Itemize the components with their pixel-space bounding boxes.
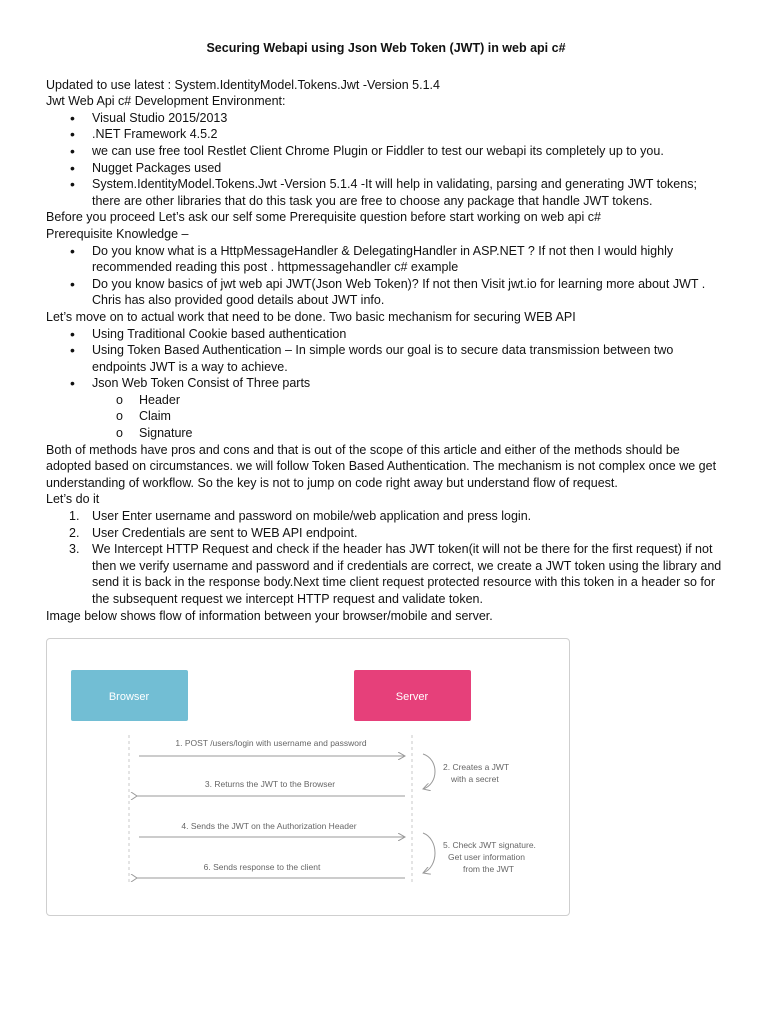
self-loop-arrow-1 [423, 754, 435, 789]
before-proceed: Before you proceed Let’s ask our self some Prerequisite question before start working on web api c# [46, 210, 601, 225]
list-item: o Claim [46, 408, 726, 425]
list-item: o Header [46, 392, 726, 409]
prereq-heading: Prerequisite Knowledge – [46, 226, 189, 241]
self-loop-arrow-2 [423, 833, 435, 873]
message-4-label: 4. Sends the JWT on the Authorization Header [181, 821, 357, 831]
note-2-line-2: Get user information [448, 852, 526, 862]
list-item: • .NET Framework 4.5.2 [46, 126, 726, 143]
message-3-label: 3. Returns the JWT to the Browser [204, 779, 336, 789]
list-item: o Signature [46, 425, 726, 442]
list-item: • Using Traditional Cookie based authentication [46, 326, 726, 343]
list-item: • Do you know what is a HttpMessageHandler & DelegatingHandler in ASP.NET ? If not then I would highly recommended reading this post . httpmessagehandler c# example [46, 243, 726, 276]
list-item: 3. We Intercept HTTP Request and check if the header has JWT token(it will not be there for the first request) if not then we verify username and password and if credentials are correct, we create a JWT token using the library and send it is back in the response body.Next time client request protected resource with this token in a header so for the subsequent request we intercept HTTP request and validate token. [69, 542, 722, 606]
image-caption: Image below shows flow of information between your browser/mobile and server. [46, 608, 493, 623]
note-1-line-1: 2. Creates a JWT [443, 762, 510, 772]
server-label: Server [395, 691, 429, 703]
page-title: Securing Webapi using Json Web Token (JWT) in web api c# [206, 41, 566, 55]
env-list [46, 110, 726, 210]
jwt-parts-list [46, 392, 726, 442]
list-item: 2. User Credentials are sent to WEB API endpoint. [69, 525, 358, 540]
jwt-flow-diagram [46, 638, 570, 916]
both-methods: Both of methods have pros and cons and that is out of the scope of this article and either of the methods should be adopted based on circumstances. we will follow Token Based Authentication. The mechanism is not complex once we get understanding of workflow. So the key is not to jump on code right away but understand flow of request. [46, 442, 717, 490]
message-1-label: 1. POST /users/login with username and password [175, 738, 367, 748]
lets-do-it: Let’s do it [46, 492, 100, 507]
note-2-line-1: 5. Check JWT signature. [443, 840, 536, 850]
list-item: • we can use free tool Restlet Client Chrome Plugin or Fiddler to test our webapi its completely up to you. [46, 143, 726, 160]
document-body [46, 40, 726, 624]
move-on: Let’s move on to actual work that need to be done. Two basic mechanism for securing WEB API [46, 309, 576, 324]
intro-env-heading: Jwt Web Api c# Development Environment: [46, 94, 286, 109]
browser-label: Browser [108, 691, 150, 703]
list-item: • Using Token Based Authentication – In simple words our goal is to secure data transmission between two endpoints JWT is a way to achieve. [46, 342, 726, 375]
list-item: • Nugget Packages used [46, 160, 726, 177]
list-item: 1. User Enter username and password on mobile/web application and press login. [69, 509, 532, 524]
sequence-diagram-svg [47, 639, 569, 915]
list-item: • Do you know basics of jwt web api JWT(Json Web Token)? If not then Visit jwt.io for learning more about JWT . Chris has also provided good details about JWT info. [46, 276, 726, 309]
mechanism-list [46, 326, 726, 392]
intro-updated: Updated to use latest : System.IdentityModel.Tokens.Jwt -Version 5.1.4 [46, 77, 440, 92]
note-2-line-3: from the JWT [463, 864, 515, 874]
message-6-label: 6. Sends response to the client [203, 862, 321, 872]
steps-list [46, 508, 726, 608]
note-1-line-2: with a secret [451, 774, 499, 784]
list-item: • Visual Studio 2015/2013 [46, 110, 726, 127]
prereq-list [46, 243, 726, 309]
list-item: • Json Web Token Consist of Three parts [46, 375, 726, 392]
list-item: • System.IdentityModel.Tokens.Jwt -Version 5.1.4 -It will help in validating, parsing and generating JWT tokens; there are other libraries that do this task you are free to choose any package that handle JWT tokens. [46, 176, 726, 209]
